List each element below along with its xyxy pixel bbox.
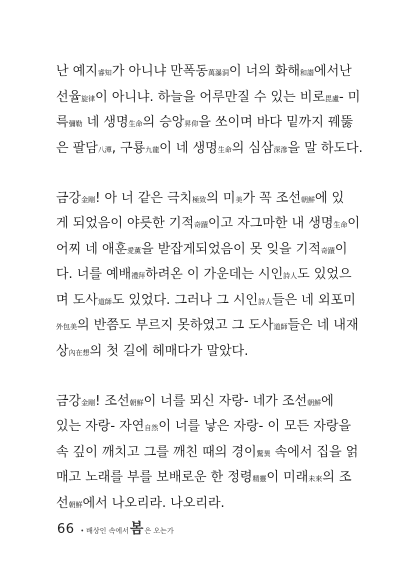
hanja-gloss: 詩人 — [258, 297, 273, 306]
hanja-gloss: 彌勒 — [68, 120, 83, 128]
text-line — [56, 86, 362, 112]
hanja-gloss: 和諧 — [300, 69, 315, 77]
hanja-gloss: 精靈 — [252, 475, 267, 483]
text-run: 게 되었음이 야릇한 기적 — [56, 216, 194, 231]
hanja-gloss: 金剛 — [81, 195, 96, 204]
text-line — [56, 415, 362, 441]
page-footer — [57, 518, 174, 538]
text-run: 의 심삼 — [231, 140, 274, 156]
hanja-gloss: 生命 — [128, 120, 143, 128]
text-run: 이 — [334, 241, 348, 257]
page-number: 66 — [57, 522, 75, 537]
hanja-gloss: 九龍 — [145, 145, 160, 154]
text-run: 들은 네 외포미 — [272, 292, 356, 308]
hanja-gloss: 未來 — [308, 475, 323, 483]
bullet-icon: • — [80, 528, 85, 535]
text-line — [56, 492, 362, 518]
running-title-part2: 은 오는가 — [144, 527, 174, 535]
hanja-gloss: 極致 — [192, 195, 207, 204]
text-run: 이 미래 — [266, 470, 309, 485]
page-body — [56, 60, 362, 517]
text-line — [56, 340, 362, 366]
text-run: 이 아니냐. 하늘을 어루만질 수 있는 비로 — [95, 89, 325, 105]
hanja-gloss: 昇仰 — [184, 120, 199, 128]
text-run: 의 미 — [206, 190, 236, 206]
text-run: 하려온 이 가운데는 시인 — [145, 267, 284, 282]
text-run: 이 네 생명 — [159, 140, 218, 156]
text-run: 이 — [347, 216, 360, 231]
text-run: 며 도사 — [56, 292, 98, 308]
hanja-gloss: 美 — [235, 195, 243, 204]
text-run: 난 예지 — [56, 64, 98, 79]
hanja-gloss: 道師 — [97, 297, 112, 306]
running-title-part1: 배상인 속에서 — [86, 527, 129, 535]
paragraph — [56, 187, 362, 366]
hanja-gloss: 深滲 — [273, 145, 288, 154]
text-run: 가 아니냐 만폭동 — [111, 64, 208, 79]
text-run: 은 팔담 — [56, 140, 98, 156]
text-run: 륵 — [56, 115, 69, 130]
text-run: 이고 자그마한 내 생명 — [207, 216, 334, 231]
text-run: 의 반쯤도 부르지 못하였고 그 도사 — [77, 318, 274, 333]
hanja-gloss: 朝鮮 — [300, 195, 315, 204]
hanja-gloss: 睿知 — [97, 69, 112, 77]
hanja-gloss: 道師 — [273, 323, 288, 331]
text-run: 도 있었으 — [297, 267, 352, 282]
text-line — [56, 466, 362, 492]
hanja-gloss: 毘盧 — [324, 94, 339, 103]
text-run: 매고 노래를 부를 보배로운 한 정령 — [56, 470, 253, 485]
text-run: 이 너의 화해 — [228, 64, 301, 79]
text-line — [56, 263, 362, 289]
text-run: 이 너를 뫼신 자랑- 네가 조선 — [143, 393, 308, 409]
hanja-gloss: 生命 — [217, 145, 232, 154]
hanja-gloss: 奇蹟 — [193, 221, 208, 229]
text-run: 들은 네 내재 — [287, 318, 359, 333]
text-line — [56, 441, 362, 467]
text-run: 이 너를 낳은 자랑- 이 모든 자랑을 — [158, 419, 352, 434]
text-line — [56, 238, 362, 264]
text-run: ! 조선 — [95, 393, 130, 409]
text-line — [56, 314, 362, 340]
text-run: 의 조 — [322, 470, 352, 485]
hanja-gloss: 旋律 — [81, 94, 96, 103]
text-run: 에서 나오리라. 나오리라. — [82, 495, 225, 511]
text-line — [56, 212, 362, 238]
text-run: 을 쏘이며 바다 밑까지 꿰뚫 — [198, 115, 353, 130]
text-run: 선율 — [56, 89, 82, 105]
text-run: ! 아 너 같은 극치 — [95, 190, 193, 206]
text-run: 어찌 네 애훈 — [56, 241, 128, 257]
text-line — [56, 187, 362, 213]
text-run: 에 — [321, 393, 334, 409]
text-run: 금강 — [56, 190, 82, 206]
text-line — [56, 289, 362, 315]
text-run: 네 생명 — [82, 115, 129, 130]
hanja-gloss: 朝鮮 — [129, 398, 144, 407]
text-line — [56, 390, 362, 416]
essay-text — [56, 60, 362, 517]
text-run: 의 첫 길에 헤매다가 말았다. — [89, 343, 249, 359]
hanja-gloss: 內在想 — [68, 348, 90, 357]
text-run: 선 — [56, 495, 69, 511]
text-run: - 미 — [338, 89, 361, 105]
hanja-gloss: 金剛 — [81, 398, 96, 407]
hanja-gloss: 八潭 — [97, 145, 112, 154]
text-line — [56, 60, 362, 86]
text-run: 을 말 하도다. — [287, 140, 363, 156]
hanja-gloss: 奇蹟 — [320, 246, 335, 255]
text-run: 속에서 집을 얽 — [270, 444, 359, 460]
running-title-emphasis: 봄 — [129, 521, 144, 537]
hanja-gloss: 詩人 — [283, 272, 298, 280]
text-run: 있는 자랑- 자연 — [56, 419, 145, 434]
text-run: , 구룡 — [111, 140, 146, 156]
hanja-gloss: 朝鮮 — [307, 398, 322, 407]
text-line — [56, 111, 362, 137]
text-run: 다. 너를 예배 — [56, 267, 132, 282]
hanja-gloss: 驚異 — [256, 449, 271, 458]
text-run: 금강 — [56, 393, 82, 409]
hanja-gloss: 禮拜 — [131, 272, 146, 280]
text-run: 의 승앙 — [142, 115, 185, 130]
paragraph-gap — [56, 365, 362, 390]
text-run: 속 깊이 깨치고 그를 깨친 때의 경이 — [56, 444, 257, 460]
text-run: 에서난 — [314, 64, 352, 79]
paragraph-gap — [56, 162, 362, 187]
text-run: 을 받잡게되었음이 못 잊을 기적 — [141, 241, 321, 257]
hanja-gloss: 愛薰 — [127, 246, 142, 255]
hanja-gloss: 外包美 — [56, 323, 77, 331]
text-run: 에 있 — [314, 190, 345, 206]
running-title — [79, 518, 174, 538]
text-line — [56, 137, 362, 163]
hanja-gloss: 朝鮮 — [68, 500, 83, 509]
text-run: 상 — [56, 343, 69, 359]
hanja-gloss: 生命 — [333, 221, 348, 229]
paragraph — [56, 390, 362, 518]
hanja-gloss: 萬瀑洞 — [207, 69, 229, 77]
text-run: 가 꼭 조선 — [242, 190, 301, 206]
paragraph — [56, 60, 362, 162]
hanja-gloss: 自然 — [144, 424, 159, 432]
text-run: 도 있었다. 그러나 그 시인 — [111, 292, 259, 308]
